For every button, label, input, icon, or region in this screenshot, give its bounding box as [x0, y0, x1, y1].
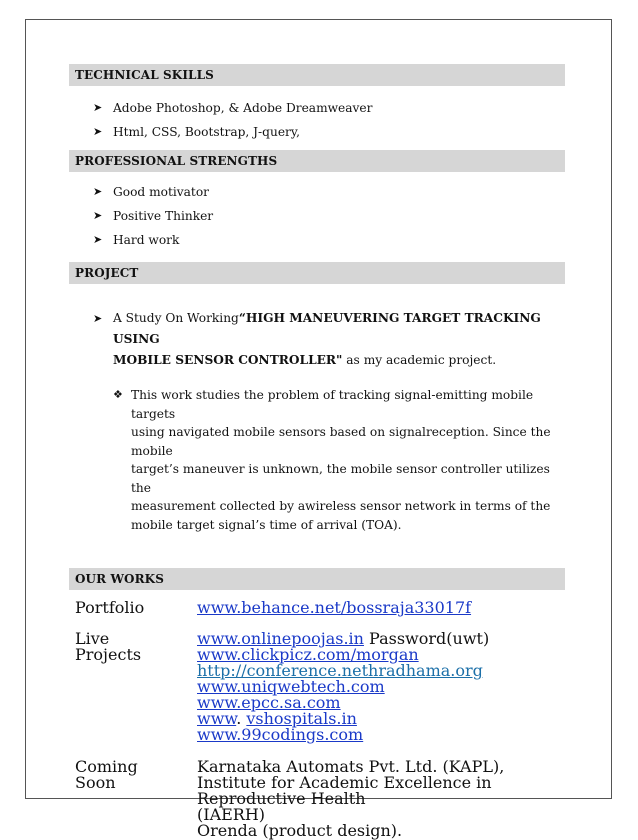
link-separator: . — [236, 709, 247, 728]
live-projects-links — [197, 631, 565, 743]
section-header-our-works: OUR WORKS — [69, 568, 565, 590]
project-link[interactable]: www — [197, 709, 237, 728]
portfolio-row — [69, 600, 565, 616]
arrow-bullet-icon: ➤ — [93, 209, 103, 222]
live-label-line2: Projects — [75, 645, 142, 664]
strength-text: Good motivator — [113, 185, 209, 199]
skill-text: Adobe Photoshop, & Adobe Dreamweaver — [113, 101, 373, 115]
arrow-bullet-icon: ➤ — [93, 312, 103, 325]
arrow-bullet-icon: ➤ — [93, 185, 103, 198]
description-line: mobile target signal’s time of arrival (TOA). — [131, 517, 402, 532]
coming-label-line2: Soon — [75, 773, 116, 792]
list-item — [69, 228, 565, 252]
live-projects-label — [69, 631, 197, 743]
live-label-line1: Live — [75, 629, 110, 648]
live-projects-row — [69, 631, 565, 743]
list-item — [69, 180, 565, 204]
description-line: This work studies the problem of tracking signal-emitting mobile targets — [131, 388, 534, 421]
description-line: using navigated mobile sensors based on signalreception. Since the mobile — [131, 425, 551, 458]
project-title-line2: MOBILE SENSOR CONTROLLER" — [113, 353, 343, 367]
diamond-bullet-icon: ❖ — [113, 388, 123, 401]
resume-content — [69, 64, 565, 839]
project-link[interactable]: vshospitals.in — [246, 709, 357, 728]
list-item — [69, 120, 565, 144]
project-intro-suffix: as my academic project. — [342, 353, 497, 367]
project-link[interactable]: www.clickpicz.com/morgan — [197, 645, 419, 664]
list-item — [69, 96, 565, 120]
section-header-project: PROJECT — [69, 262, 565, 284]
coming-soon-row — [69, 759, 565, 839]
coming-item: Karnataka Automats Pvt. Ltd. (KAPL), — [197, 757, 505, 776]
arrow-bullet-icon: ➤ — [93, 233, 103, 246]
portfolio-label: Portfolio — [75, 598, 145, 617]
strength-text: Hard work — [113, 233, 180, 247]
strength-text: Positive Thinker — [113, 209, 214, 223]
project-link[interactable]: www.uniqwebtech.com — [197, 677, 385, 696]
project-intro-prefix: A Study On Working — [113, 311, 239, 325]
password-note: Password(uwt) — [363, 629, 490, 648]
technical-skills-list — [69, 96, 565, 144]
arrow-bullet-icon: ➤ — [93, 125, 103, 138]
section-header-technical-skills: TECHNICAL SKILLS — [69, 64, 565, 86]
project-link[interactable]: www.onlinepoojas.in — [197, 629, 364, 648]
project-link[interactable]: www.epcc.sa.com — [197, 693, 341, 712]
project-description — [69, 386, 565, 534]
project-title-line1: “HIGH MANEUVERING TARGET TRACKING USING — [113, 311, 541, 346]
coming-item: Institute for Academic Excellence in Reproductive Health — [197, 773, 492, 808]
coming-item: Orenda (product design). — [197, 821, 403, 840]
project-item — [69, 308, 565, 371]
project-link[interactable]: http://conference.nethradhama.org — [197, 661, 483, 680]
description-line: measurement collected by awireless sensor network in terms of the — [131, 499, 551, 513]
coming-soon-items — [197, 759, 565, 839]
portfolio-link[interactable]: www.behance.net/bossraja33017f — [197, 598, 472, 617]
strengths-list — [69, 180, 565, 252]
arrow-bullet-icon: ➤ — [93, 101, 103, 114]
coming-item: (IAERH) — [197, 805, 266, 824]
skill-text: Html, CSS, Bootstrap, J-query, — [113, 125, 301, 139]
project-link[interactable]: www.99codings.com — [197, 725, 364, 744]
description-line: target’s maneuver is unknown, the mobile sensor controller utilizes the — [131, 462, 550, 495]
coming-soon-label — [69, 759, 197, 839]
coming-label-line1: Coming — [75, 757, 138, 776]
list-item — [69, 204, 565, 228]
section-header-professional-strengths: PROFESSIONAL STRENGTHS — [69, 150, 565, 172]
